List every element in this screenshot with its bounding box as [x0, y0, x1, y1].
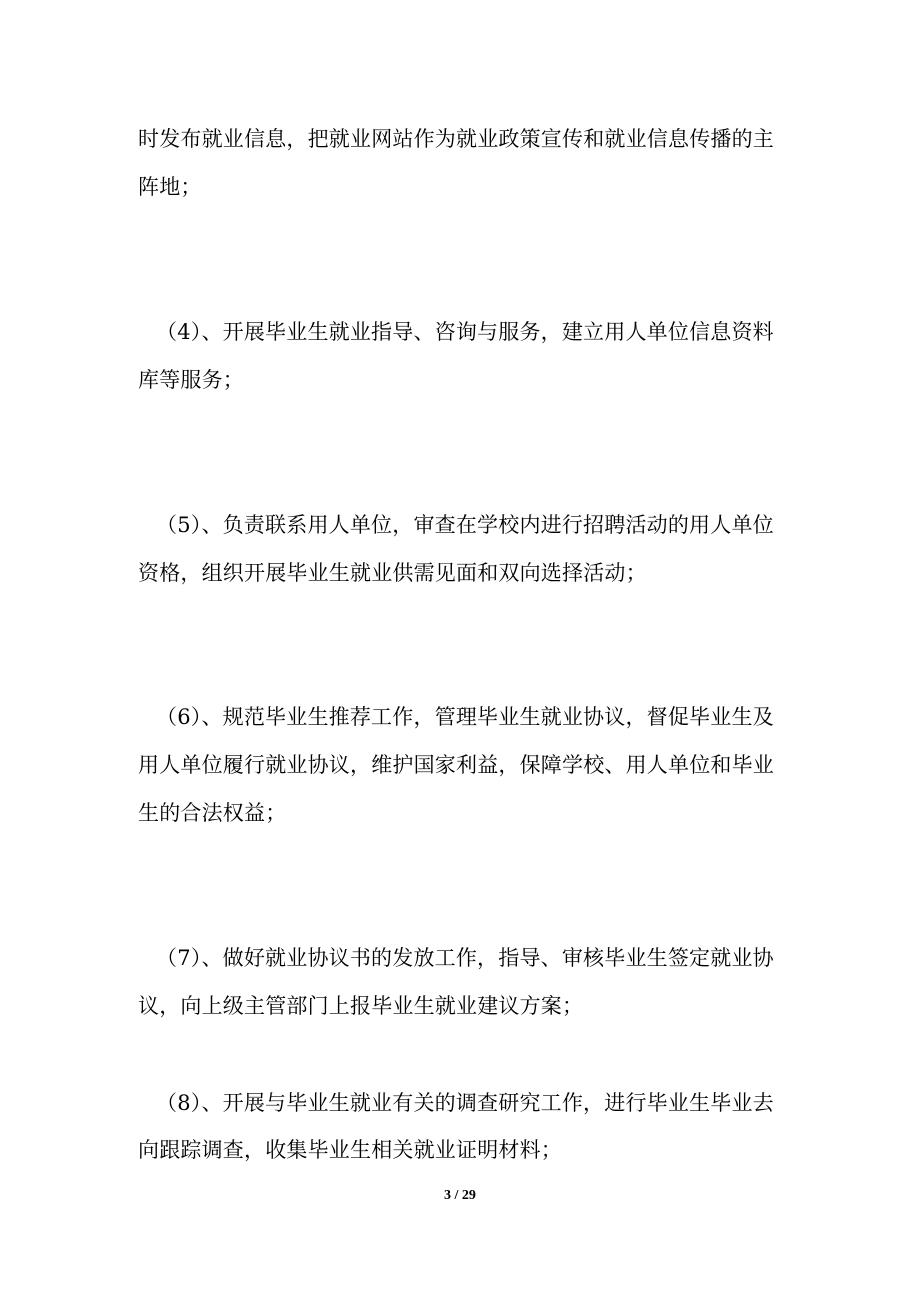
paragraph-line: 向跟踪调查，收集毕业生相关就业证明材料；	[138, 1138, 562, 1162]
paragraph-line: 库等服务；	[138, 368, 244, 392]
paragraph-line: 时发布就业信息，把就业网站作为就业政策宣传和就业信息传播的主	[138, 127, 774, 151]
paragraph-line: 用人单位履行就业协议，维护国家利益，保障学校、用人单位和毕业	[138, 753, 774, 777]
paragraph-line: （4）、开展毕业生就业指导、咨询与服务，建立用人单位信息资料	[156, 320, 774, 344]
paragraph-line: （6）、规范毕业生推荐工作，管理毕业生就业协议，督促毕业生及	[156, 705, 774, 729]
paragraph-line: 生的合法权益；	[138, 801, 287, 825]
page-number: 3 / 29	[444, 1188, 476, 1203]
paragraph-line: 资格，组织开展毕业生就业供需见面和双向选择活动；	[138, 561, 647, 585]
paragraph-line: （7）、做好就业协议书的发放工作，指导、审核毕业生签定就业协	[156, 946, 774, 970]
paragraph-line: 议，向上级主管部门上报毕业生就业建议方案；	[138, 994, 584, 1018]
paragraph-line: （8）、开展与毕业生就业有关的调查研究工作，进行毕业生毕业去	[156, 1091, 774, 1115]
paragraph-line: 阵地；	[138, 175, 202, 199]
paragraph-line: （5）、负责联系用人单位，审查在学校内进行招聘活动的用人单位	[156, 513, 774, 537]
